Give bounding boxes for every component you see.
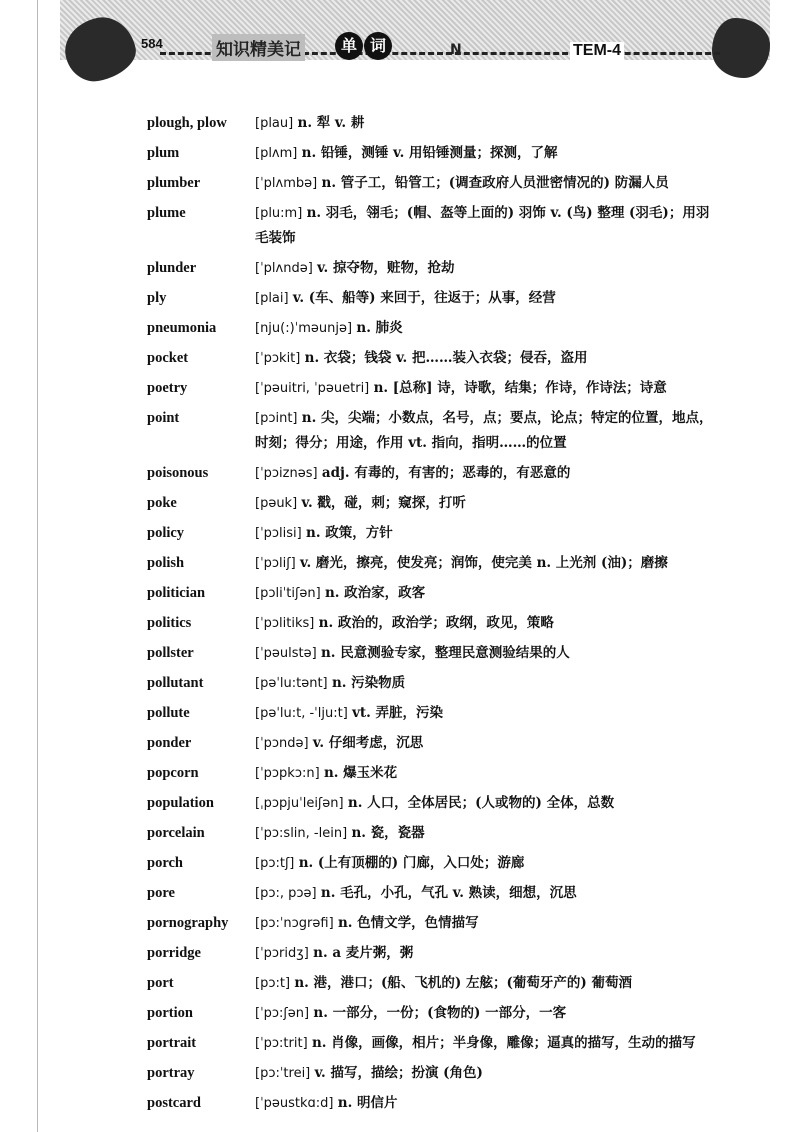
headword: pocket — [147, 350, 189, 366]
pronunciation: [ˈpɔ:ʃən] — [255, 1006, 310, 1021]
pronunciation: [ˈplʌndə] — [255, 261, 313, 276]
vocab-entry — [147, 941, 717, 966]
entry-body — [255, 1031, 717, 1056]
pronunciation: [ˌpɔpjuˈleiʃən] — [255, 796, 344, 811]
pronunciation: [ˈpɔiznəs] — [255, 466, 318, 481]
definition: n. 明信片 — [337, 1095, 398, 1111]
pronunciation: [pəuk] — [255, 496, 298, 511]
vocab-entry — [147, 1031, 717, 1056]
vocab-entry — [147, 256, 717, 281]
pronunciation: [ˈpɔliʃ] — [255, 556, 296, 571]
vocab-entry — [147, 881, 717, 906]
vocab-entry — [147, 316, 717, 341]
definition: n. 爆玉米花 — [323, 765, 398, 781]
definition: vt. 弄脏，污染 — [352, 705, 444, 721]
definition: n. 肺炎 — [356, 320, 403, 336]
entry-body — [255, 851, 717, 876]
pronunciation: [ˈpəustkɑ:d] — [255, 1096, 334, 1111]
headword: plunder — [147, 260, 197, 276]
definition: n. 羽毛，翎毛；(帽、盔等上面的) 羽饰 v. (鸟) 整理 (羽毛)；用羽毛装饰 — [255, 205, 710, 246]
entry-body — [255, 256, 717, 281]
headword: plume — [147, 205, 186, 221]
pronunciation: [ˈplʌmbə] — [255, 176, 318, 191]
pronunciation: [pɔ:ˈnɔgrəfi] — [255, 916, 334, 931]
pronunciation: [plai] — [255, 291, 289, 306]
entry-body — [255, 881, 717, 906]
definition: n. 政策，方针 — [306, 525, 393, 541]
pronunciation: [pɔ:, pɔə] — [255, 886, 317, 901]
entry-body — [255, 611, 717, 636]
definition: n. 肖像，画像，相片；半身像，雕像；逼真的描写，生动的描写 — [311, 1035, 696, 1051]
decorative-blot-right-icon — [712, 18, 770, 78]
pronunciation: [ˈpɔkit] — [255, 351, 301, 366]
definition: n. 管子工，铅管工；(调查政府人员泄密情况的) 防漏人员 — [321, 175, 669, 191]
headword: politics — [147, 615, 192, 631]
headword: pore — [147, 885, 175, 901]
definition: n. 民意测验专家，整理民意测验结果的人 — [320, 645, 570, 661]
definition: n. a 麦片粥，粥 — [313, 945, 414, 961]
entry-body — [255, 316, 717, 341]
pronunciation: [ˈpəuitri, ˈpəuetri] — [255, 381, 370, 396]
definition: n. 港，港口；(船、飞机的) 左舷；(葡萄牙产的) 葡萄酒 — [294, 975, 632, 991]
pronunciation: [plau] — [255, 116, 294, 131]
entry-body — [255, 761, 717, 786]
headword: politician — [147, 585, 206, 601]
vocab-entry — [147, 971, 717, 996]
page-header — [60, 0, 770, 95]
vocab-entry — [147, 611, 717, 636]
vocab-entry — [147, 171, 717, 196]
entry-body — [255, 641, 717, 666]
pronunciation: [plu:m] — [255, 206, 303, 221]
header-mark: N — [450, 42, 462, 58]
pronunciation: [pəˈlu:tənt] — [255, 676, 328, 691]
headword: plumber — [147, 175, 201, 191]
vocabulary-list — [147, 111, 717, 1121]
header-badge-2: 词 — [364, 32, 392, 60]
headword: polish — [147, 555, 185, 571]
entry-body — [255, 1091, 717, 1116]
entry-body — [255, 376, 717, 401]
vocab-entry — [147, 761, 717, 786]
vocab-entry — [147, 581, 717, 606]
headword: pollutant — [147, 675, 204, 691]
headword: poisonous — [147, 465, 209, 481]
vocab-entry — [147, 821, 717, 846]
section-label: TEM-4 — [570, 42, 624, 60]
definition: n. 政治的，政治学；政纲，政见，策略 — [318, 615, 554, 631]
headword: portion — [147, 1005, 193, 1021]
entry-body — [255, 941, 717, 966]
headword: pollster — [147, 645, 194, 661]
definition: v. 描写，描绘；扮演 (角色) — [314, 1065, 483, 1081]
entry-body — [255, 171, 717, 196]
vocab-entry — [147, 201, 717, 251]
pronunciation: [ˈpɔridʒ] — [255, 946, 309, 961]
definition: n. 政治家，政客 — [324, 585, 426, 601]
entry-body — [255, 671, 717, 696]
vocab-entry — [147, 521, 717, 546]
pronunciation: [pəˈlu:t, -ˈlju:t] — [255, 706, 348, 721]
entry-body — [255, 821, 717, 846]
page-left-rule — [37, 0, 38, 1132]
entry-body — [255, 731, 717, 756]
pronunciation: [pɔint] — [255, 411, 298, 426]
pronunciation: [pɔ:tʃ] — [255, 856, 295, 871]
pronunciation: [pɔliˈtiʃən] — [255, 586, 321, 601]
pronunciation: [plʌm] — [255, 146, 298, 161]
entry-body — [255, 551, 717, 576]
headword: postcard — [147, 1095, 201, 1111]
definition: n. 色情文学，色情描写 — [337, 915, 479, 931]
vocab-entry — [147, 1061, 717, 1086]
page-number: 584 — [141, 36, 163, 51]
vocab-entry — [147, 346, 717, 371]
pronunciation: [ˈpəulstə] — [255, 646, 317, 661]
entry-body — [255, 406, 717, 456]
definition: n. 污染物质 — [331, 675, 406, 691]
entry-body — [255, 1001, 717, 1026]
vocab-entry — [147, 551, 717, 576]
definition: n. (上有顶棚的) 门廊，入口处；游廊 — [298, 855, 525, 871]
definition: n. 瓷，瓷器 — [351, 825, 425, 841]
vocab-entry — [147, 1001, 717, 1026]
pronunciation: [pɔ:t] — [255, 976, 291, 991]
vocab-entry — [147, 671, 717, 696]
pronunciation: [pɔ:ˈtrei] — [255, 1066, 311, 1081]
headword: poetry — [147, 380, 188, 396]
pronunciation: [ˈpɔlisi] — [255, 526, 302, 541]
headword: pollute — [147, 705, 190, 721]
vocab-entry — [147, 111, 717, 136]
pronunciation: [ˈpɔ:slin, -lein] — [255, 826, 348, 841]
headword: port — [147, 975, 174, 991]
definition: n. [总称] 诗，诗歌，结集；作诗，作诗法；诗意 — [373, 380, 667, 396]
entry-body — [255, 491, 717, 516]
entry-body — [255, 581, 717, 606]
vocab-entry — [147, 1091, 717, 1116]
headword: porcelain — [147, 825, 205, 841]
entry-body — [255, 461, 717, 486]
header-texture — [60, 0, 770, 60]
entry-body — [255, 111, 717, 136]
headword: point — [147, 410, 180, 426]
headword: plough, plow — [147, 115, 227, 131]
definition: v. (车、船等) 来回于，往返于；从事，经营 — [292, 290, 556, 306]
entry-body — [255, 521, 717, 546]
vocab-entry — [147, 141, 717, 166]
vocab-entry — [147, 286, 717, 311]
headword: porridge — [147, 945, 201, 961]
headword: portrait — [147, 1035, 197, 1051]
entry-body — [255, 971, 717, 996]
entry-body — [255, 141, 717, 166]
definition: v. 磨光，擦亮，使发亮；润饰，使完美 n. 上光剂 (油)；磨擦 — [300, 555, 668, 571]
headword: popcorn — [147, 765, 199, 781]
definition: n. 犁 v. 耕 — [297, 115, 365, 131]
definition: n. 铅锤，测锤 v. 用铅锤测量；探测，了解 — [301, 145, 558, 161]
headword: population — [147, 795, 214, 811]
headword: ply — [147, 290, 167, 306]
pronunciation: [nju(:)ˈməunjə] — [255, 321, 353, 336]
entry-body — [255, 791, 717, 816]
vocab-entry — [147, 731, 717, 756]
vocab-entry — [147, 911, 717, 936]
pronunciation: [ˈpɔ:trit] — [255, 1036, 308, 1051]
entry-body — [255, 701, 717, 726]
entry-body — [255, 201, 717, 251]
entry-body — [255, 346, 717, 371]
vocab-entry — [147, 491, 717, 516]
headword: plum — [147, 145, 180, 161]
headword: pneumonia — [147, 320, 217, 336]
headword: poke — [147, 495, 177, 511]
headword: ponder — [147, 735, 192, 751]
pronunciation: [ˈpɔlitiks] — [255, 616, 315, 631]
header-title: 知识精美记 — [212, 34, 305, 61]
headword: policy — [147, 525, 185, 541]
definition: v. 戳，碰，刺；窥探，打听 — [301, 495, 466, 511]
vocab-entry — [147, 641, 717, 666]
definition: n. 尖，尖端；小数点，名号，点；要点，论点；特定的位置，地点，时刻；得分；用途，作用 vt. 指向，指明……的位置 — [255, 410, 713, 451]
definition: v. 仔细考虑，沉思 — [312, 735, 424, 751]
definition: n. 一部分，一份；(食物的) 一部分，一客 — [313, 1005, 567, 1021]
definition: n. 人口，全体居民；(人或物的) 全体，总数 — [347, 795, 615, 811]
definition: v. 掠夺物，赃物，抢劫 — [317, 260, 455, 276]
vocab-entry — [147, 376, 717, 401]
headword: porch — [147, 855, 183, 871]
vocab-entry — [147, 461, 717, 486]
header-badge-1: 单 — [335, 32, 363, 60]
entry-body — [255, 1061, 717, 1086]
entry-body — [255, 286, 717, 311]
definition: n. 毛孔，小孔，气孔 v. 熟读，细想，沉思 — [320, 885, 577, 901]
pronunciation: [ˈpɔpkɔ:n] — [255, 766, 320, 781]
vocab-entry — [147, 851, 717, 876]
definition: n. 衣袋；钱袋 v. 把……装入衣袋；侵吞，盗用 — [304, 350, 588, 366]
vocab-entry — [147, 701, 717, 726]
headword: pornography — [147, 915, 229, 931]
pronunciation: [ˈpɔndə] — [255, 736, 309, 751]
entry-body — [255, 911, 717, 936]
vocab-entry — [147, 791, 717, 816]
headword: portray — [147, 1065, 195, 1081]
vocab-entry — [147, 406, 717, 456]
definition: adj. 有毒的，有害的；恶毒的，有恶意的 — [321, 465, 571, 481]
